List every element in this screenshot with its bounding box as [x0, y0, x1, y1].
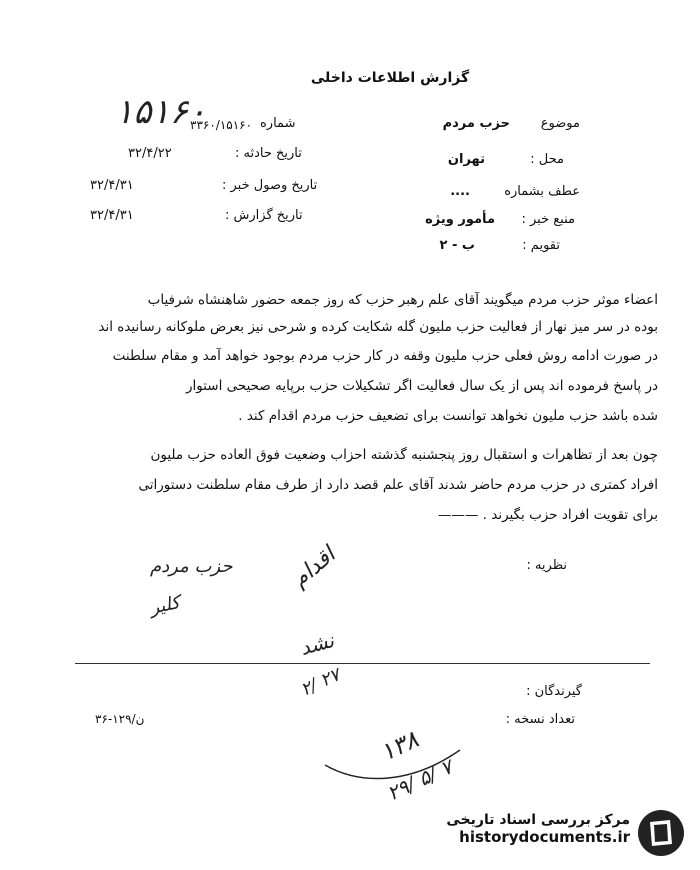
date-report-value: ۳۲/۴/۳۱: [90, 208, 134, 223]
body-line-8: برای تقویت افراد حزب بگیرند . ———: [437, 507, 658, 523]
body-line-2: بوده در سر میز نهار از فعالیت حزب ملیون گله شکایت کرده و شرحی نیز بعرض ملوکانه رسانیده اند: [98, 319, 658, 335]
file-code: ۳۶-۱۲۹/ن: [95, 712, 145, 726]
handwritten-number: ۱۵۱۶۰: [115, 92, 207, 132]
footer-website: historydocuments.ir: [459, 828, 630, 846]
body-line-6: چون بعد از تظاهرات و استقبال روز پنجشنبه گذشته احزاب وضعیت فوق العاده حزب ملیون: [150, 447, 658, 463]
handwritten-note-2: کلیر: [148, 592, 182, 619]
date-received-label: تاریخ وصول خبر :: [222, 178, 318, 193]
separator-line: [75, 663, 650, 664]
source-value: مأمور ویژه: [425, 212, 495, 227]
footer-branding: [410, 812, 630, 846]
reference-label: عطف بشماره: [504, 184, 580, 199]
body-line-1: اعضاء موثر حزب مردم میگویند آقای علم رهبر حزب که روز جمعه حضور شاهنشاه شرفیاب: [147, 292, 658, 308]
archive-logo-icon: [636, 808, 686, 862]
copies-label: تعداد نسخه :: [505, 712, 575, 727]
footer-org-name: مرکز بررسی اسناد تاریخی: [446, 812, 630, 828]
handwritten-note-1: حزب مردم: [150, 556, 233, 577]
handwritten-stroke: [320, 730, 470, 790]
number-value: ۳۳۶۰/۱۵۱۶۰: [190, 118, 253, 132]
source-label: منبع خبر :: [521, 212, 575, 227]
place-value: تهران: [447, 152, 485, 167]
subject-value: حزب مردم: [442, 116, 510, 131]
body-line-4: در پاسخ فرموده اند پس از یک سال فعالیت اگر تشکیلات حزب برپایه صحیحی استوار: [185, 378, 658, 394]
evaluation-value: ب - ۲: [439, 238, 475, 253]
handwritten-initial: نشد: [297, 628, 337, 660]
body-line-3: در صورت ادامه روش فعلی حزب ملیون وقفه در کار حزب مردم بوجود خواهد آمد و مقام سلطنت: [112, 348, 658, 364]
date-event-value: ۳۲/۴/۲۲: [128, 146, 172, 161]
opinion-label: نظریه :: [526, 558, 567, 573]
handwritten-bottom-date: ۲۹/ ۵/ ۷: [383, 754, 457, 806]
body-line-5: شده باشد حزب ملیون نخواهد توانست برای تضعیف حزب مردم اقدام کند .: [238, 408, 658, 424]
handwritten-bottom-number: ۱۳۸: [375, 725, 423, 767]
recipients-label: گیرندگان :: [526, 684, 582, 699]
handwritten-signature: اقدام: [287, 542, 341, 593]
date-report-label: تاریخ گزارش :: [225, 208, 303, 223]
subject-label: موضوع: [540, 116, 580, 131]
number-label: شماره: [260, 116, 296, 131]
date-event-label: تاریخ حادثه :: [235, 146, 302, 161]
reference-value: ....: [450, 184, 470, 199]
document-title: گزارش اطلاعات داخلی: [310, 70, 470, 86]
evaluation-label: تقویم :: [522, 238, 560, 253]
body-line-7: افراد کمتری در حزب مردم حاضر شدند آقای علم قصد دارد از طرف مقام سلطنت دستوراتی: [138, 477, 658, 493]
handwritten-date-mid: ۲/ ۲۷: [297, 664, 344, 701]
place-label: محل :: [530, 152, 564, 167]
date-received-value: ۳۲/۴/۳۱: [90, 178, 134, 193]
